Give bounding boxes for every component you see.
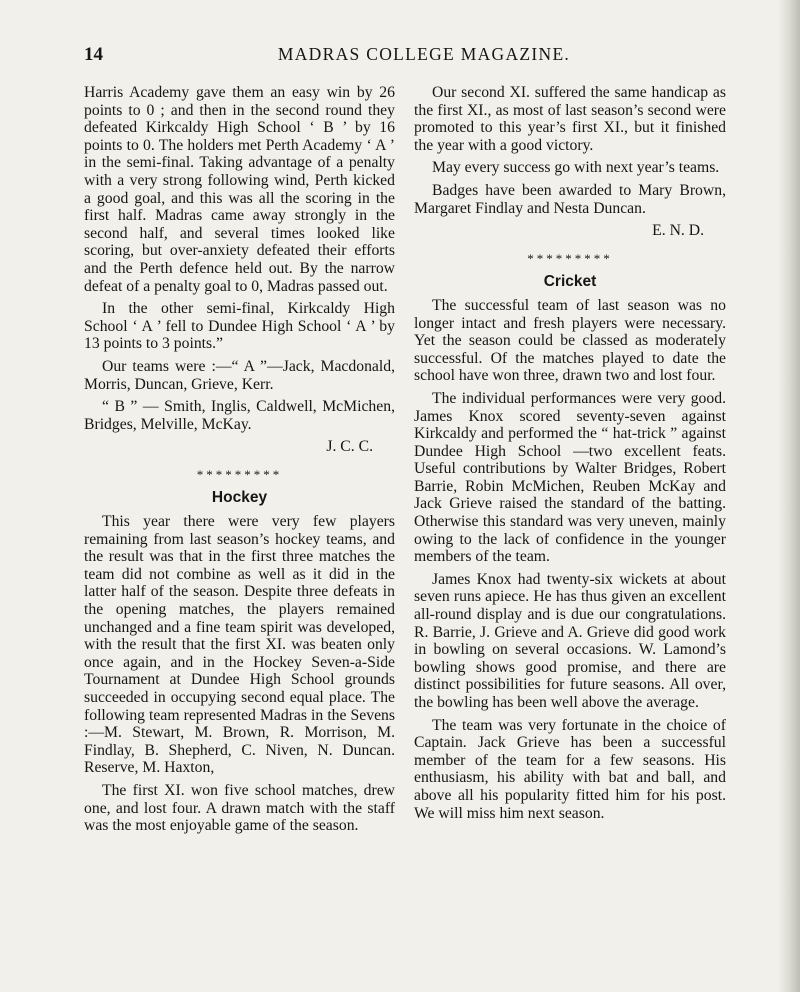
- semi-final-paragraph: In the other semi-final, Kirkcaldy High School ‘ A ’ fell to Dundee High School ‘ A ’ by 13 points to 3 points.”: [84, 300, 395, 353]
- hockey-paragraph: The first XI. won five school matches, drew one, and lost four. A drawn match with the staff was the most enjoyable game of the season.: [84, 781, 395, 835]
- page-edge-shadow: [778, 0, 800, 992]
- hockey-paragraph: Badges have been awarded to Mary Brown, Margaret Findlay and Nesta Duncan.: [414, 181, 726, 217]
- left-column: [84, 84, 395, 840]
- section-separator: *********: [527, 250, 613, 266]
- running-head: MADRAS COLLEGE MAGAZINE.: [277, 44, 571, 64]
- page-number: 14: [84, 44, 103, 65]
- cricket-paragraph: The individual performances were very good. James Knox scored seventy-seven against Kirkcaldy and performed the “ hat-trick ” against Dundee High School —two excellent feats. Useful contributions by Walter Bridges, Robert Barrie, Robin McMichen, Reuben McKay and Jack Grieve raised the standard of the batting. Otherwise this standard was very uneven, mainly owing to the lack of confidence in the younger members of the team.: [414, 389, 726, 566]
- cricket-paragraph: The team was very fortunate in the choice of Captain. Jack Grieve has been a successful member of the team for a few seasons. His enthusiasm, his ability with bat and ball, and above all his popularity fitted him for his post. We will miss him next season.: [414, 716, 726, 822]
- page-header: [84, 44, 724, 70]
- cricket-paragraph: James Knox had twenty-six wickets at about seven runs apiece. He has thus given an excellent all-round display and is due our congratulations. R. Barrie, J. Grieve and A. Grieve did good work in bowling on several occasions. W. Lamond’s bowling shows good promise, and there are distinct possibilities for future seasons. All over, the bowling has been well above the average.: [414, 570, 726, 711]
- hockey-paragraph: This year there were very few players remaining from last season’s hockey teams, and the result was that in the first three matches the team did not combine as well as it did in the latter half of the season. Despite three defeats in the opening matches, the players remained unchanged and a fine team spirit was developed, with the result that the first XI. was beaten only once again, and in the Hockey Seven-a-Side Tournament at Dundee High School grounds succeeded in occupying second equal place. The following team represented Madras in the Sevens :—M. Stewart, M. Brown, R. Morrison, M. Findlay, B. Shepherd, C. Niven, N. Duncan. Reserve, M. Haxton,: [84, 513, 395, 777]
- cricket-heading: Cricket: [543, 273, 597, 291]
- hockey-signature: E. N. D.: [652, 222, 704, 240]
- rugby-signature: J. C. C.: [326, 438, 373, 456]
- hockey-paragraph: Our second XI. suffered the same handicap as the first XI., as most of last season’s second were promoted to this year’s first XI., but it finished the year with a good victory.: [414, 84, 726, 154]
- hockey-heading: Hockey: [211, 489, 268, 507]
- cricket-paragraph: The successful team of last season was no longer intact and fresh players were necessary. Yet the season could be classed as moderately successful. Of the matches played to date the school have won three, drawn two and lost four.: [414, 296, 726, 385]
- teams-a-paragraph: Our teams were :—“ A ”—Jack, Macdonald, Morris, Duncan, Grieve, Kerr.: [84, 357, 395, 393]
- right-column: [414, 84, 726, 827]
- section-separator: *********: [196, 466, 283, 482]
- teams-b-paragraph: “ B ” — Smith, Inglis, Caldwell, McMichen, Bridges, Melville, McKay.: [84, 398, 395, 433]
- rugby-continuation: Harris Academy gave them an easy win by 26 points to 0 ; and then in the second round they defeated Kirkcaldy High School ‘ B ’ by 16 points to 0. The holders met Perth Academy ‘ A ’ in the semi-final. Taking advantage of a penalty with a very strong following wind, Perth kicked a good goal, and this was all the scoring in the first half. Madras came away strongly in the second half, and several times looked like scoring, but over-anxiety defeated their efforts and the Perth defence held out. By the narrow defeat of a penalty goal to 0, Madras passed out.: [84, 84, 395, 295]
- hockey-paragraph: May every success go with next year’s teams.: [432, 159, 720, 177]
